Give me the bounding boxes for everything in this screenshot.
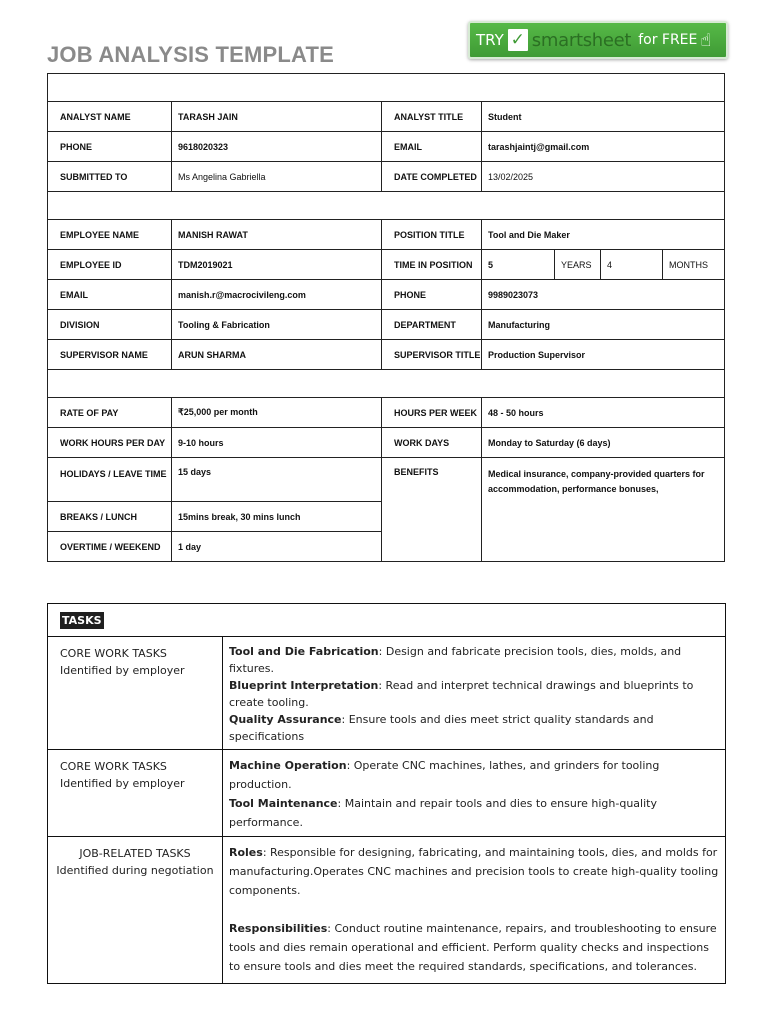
breaks-lunch-value[interactable]: 15mins break, 30 mins lunch <box>172 502 382 532</box>
tasks-heading: TASKS <box>62 614 102 627</box>
overtime-weekend-label: OVERTIME / WEEKEND <box>48 532 172 562</box>
employee-email-label: EMAIL <box>48 280 172 310</box>
task-item-title: Machine Operation <box>229 759 347 772</box>
submitted-to-label: SUBMITTED TO <box>48 162 172 192</box>
employee-phone-label: PHONE <box>382 280 482 310</box>
check-icon: ✓ <box>508 29 528 51</box>
task-item-text: : Read and interpret technical drawings and blueprints to create tooling. <box>229 679 694 709</box>
tasks-header-cell <box>48 604 726 637</box>
department-label: DEPARTMENT <box>382 310 482 340</box>
task-item <box>229 711 721 745</box>
employee-name-label: EMPLOYEE NAME <box>48 220 172 250</box>
task-item-text: : Design and fabricate precision tools, dies, molds, and fixtures. <box>229 645 682 675</box>
analyst-phone-label: PHONE <box>48 132 172 162</box>
task-item-text: : Conduct routine maintenance, repairs, and troubleshooting to ensure tools and dies remain operational and efficient. Perform quality checks and inspections to ensure tools and dies meet the required standards, specifications, and tolerances. <box>229 922 717 973</box>
employee-id-label: EMPLOYEE ID <box>48 250 172 280</box>
holidays-value[interactable]: 15 days <box>172 458 382 502</box>
spacer-row <box>48 74 725 102</box>
benefits-value[interactable]: Medical insurance, company-provided quarters for accommodation, performance bonuses, <box>482 458 725 562</box>
task-item <box>229 756 721 794</box>
task-item-title: Responsibilities <box>229 922 328 935</box>
task-item-title: Tool and Die Fabrication <box>229 645 379 658</box>
page-title: JOB ANALYSIS TEMPLATE <box>47 42 334 67</box>
rate-of-pay-label: RATE OF PAY <box>48 398 172 428</box>
rate-of-pay-value[interactable]: ₹25,000 per month <box>172 398 382 428</box>
months-label: MONTHS <box>663 250 725 280</box>
employee-name-value[interactable]: MANISH RAWAT <box>172 220 382 250</box>
supervisor-title-label: SUPERVISOR TITLE <box>382 340 482 370</box>
analyst-phone-value[interactable]: 9618020323 <box>172 132 382 162</box>
task-item-title: Tool Maintenance <box>229 797 338 810</box>
task-list-cell[interactable] <box>223 837 726 984</box>
employee-email-value[interactable]: manish.r@macrocivileng.com <box>172 280 382 310</box>
tasks-table <box>47 603 726 984</box>
division-value[interactable]: Tooling & Fabrication <box>172 310 382 340</box>
time-in-position-label: TIME IN POSITION <box>382 250 482 280</box>
submitted-to-value[interactable]: Ms Angelina Gabriella <box>172 162 382 192</box>
task-category-title: CORE WORK TASKS <box>60 647 167 660</box>
work-days-label: WORK DAYS <box>382 428 482 458</box>
date-completed-label: DATE COMPLETED <box>382 162 482 192</box>
spacer-row <box>48 192 725 220</box>
promo-try-text: TRY <box>476 31 504 49</box>
try-smartsheet-button[interactable] <box>468 21 728 59</box>
paragraph-gap <box>229 900 721 919</box>
division-label: DIVISION <box>48 310 172 340</box>
task-item-text: : Responsible for designing, fabricating, and maintaining tools, dies, and molds for manufacturing.Operates CNC machines and precision tools to create high-quality tooling components. <box>229 846 719 897</box>
supervisor-name-value[interactable]: ARUN SHARMA <box>172 340 382 370</box>
analyst-title-label: ANALYST TITLE <box>382 102 482 132</box>
promo-free-text: for FREE <box>638 32 698 48</box>
task-item-title: Quality Assurance <box>229 713 342 726</box>
analyst-name-label: ANALYST NAME <box>48 102 172 132</box>
task-item <box>229 794 721 832</box>
hours-per-week-value[interactable]: 48 - 50 hours <box>482 398 725 428</box>
task-item-text: : Ensure tools and dies meet strict quality standards and specifications <box>229 713 654 743</box>
analyst-email-label: EMAIL <box>382 132 482 162</box>
task-item <box>229 677 721 711</box>
task-item <box>229 919 721 976</box>
task-category-source: Identified by employer <box>60 777 185 790</box>
task-category-cell <box>48 637 223 750</box>
position-title-value[interactable]: Tool and Die Maker <box>482 220 725 250</box>
task-item-text: : Operate CNC machines, lathes, and grinders for tooling production. <box>229 759 660 791</box>
analyst-title-value[interactable]: Student <box>482 102 725 132</box>
analyst-email-value[interactable]: tarashjaintj@gmail.com <box>482 132 725 162</box>
employee-phone-value[interactable]: 9989023073 <box>482 280 725 310</box>
task-category-source: Identified by employer <box>60 664 185 677</box>
task-item-text: : Maintain and repair tools and dies to ensure high-quality performance. <box>229 797 657 829</box>
benefits-label: BENEFITS <box>382 458 482 562</box>
supervisor-title-value[interactable]: Production Supervisor <box>482 340 725 370</box>
years-value[interactable]: 5 <box>482 250 555 280</box>
years-label: YEARS <box>555 250 601 280</box>
task-category-cell <box>48 837 223 984</box>
job-info-table <box>47 73 725 562</box>
task-item-title: Blueprint Interpretation <box>229 679 379 692</box>
promo-brand-text: smartsheet <box>531 29 632 51</box>
task-list-cell[interactable] <box>223 750 726 837</box>
breaks-lunch-label: BREAKS / LUNCH <box>48 502 172 532</box>
holidays-label: HOLIDAYS / LEAVE TIME <box>48 458 172 502</box>
employee-id-value[interactable]: TDM2019021 <box>172 250 382 280</box>
task-item <box>229 843 721 900</box>
task-category-title: JOB-RELATED TASKS <box>79 847 191 860</box>
work-hours-per-day-label: WORK HOURS PER DAY <box>48 428 172 458</box>
task-category-title: CORE WORK TASKS <box>60 760 167 773</box>
date-completed-value[interactable]: 13/02/2025 <box>482 162 725 192</box>
task-item <box>229 643 721 677</box>
task-category-cell <box>48 750 223 837</box>
overtime-weekend-value[interactable]: 1 day <box>172 532 382 562</box>
task-category-source: Identified during negotiation <box>56 864 214 877</box>
hours-per-week-label: HOURS PER WEEK <box>382 398 482 428</box>
department-value[interactable]: Manufacturing <box>482 310 725 340</box>
months-value[interactable]: 4 <box>601 250 663 280</box>
supervisor-name-label: SUPERVISOR NAME <box>48 340 172 370</box>
position-title-label: POSITION TITLE <box>382 220 482 250</box>
spacer-row <box>48 370 725 398</box>
work-days-value[interactable]: Monday to Saturday (6 days) <box>482 428 725 458</box>
analyst-name-value[interactable]: TARASH JAIN <box>172 102 382 132</box>
work-hours-per-day-value[interactable]: 9-10 hours <box>172 428 382 458</box>
pointer-hand-icon: ☝ <box>700 29 712 51</box>
task-item-title: Roles <box>229 846 263 859</box>
task-list-cell[interactable] <box>223 637 726 750</box>
